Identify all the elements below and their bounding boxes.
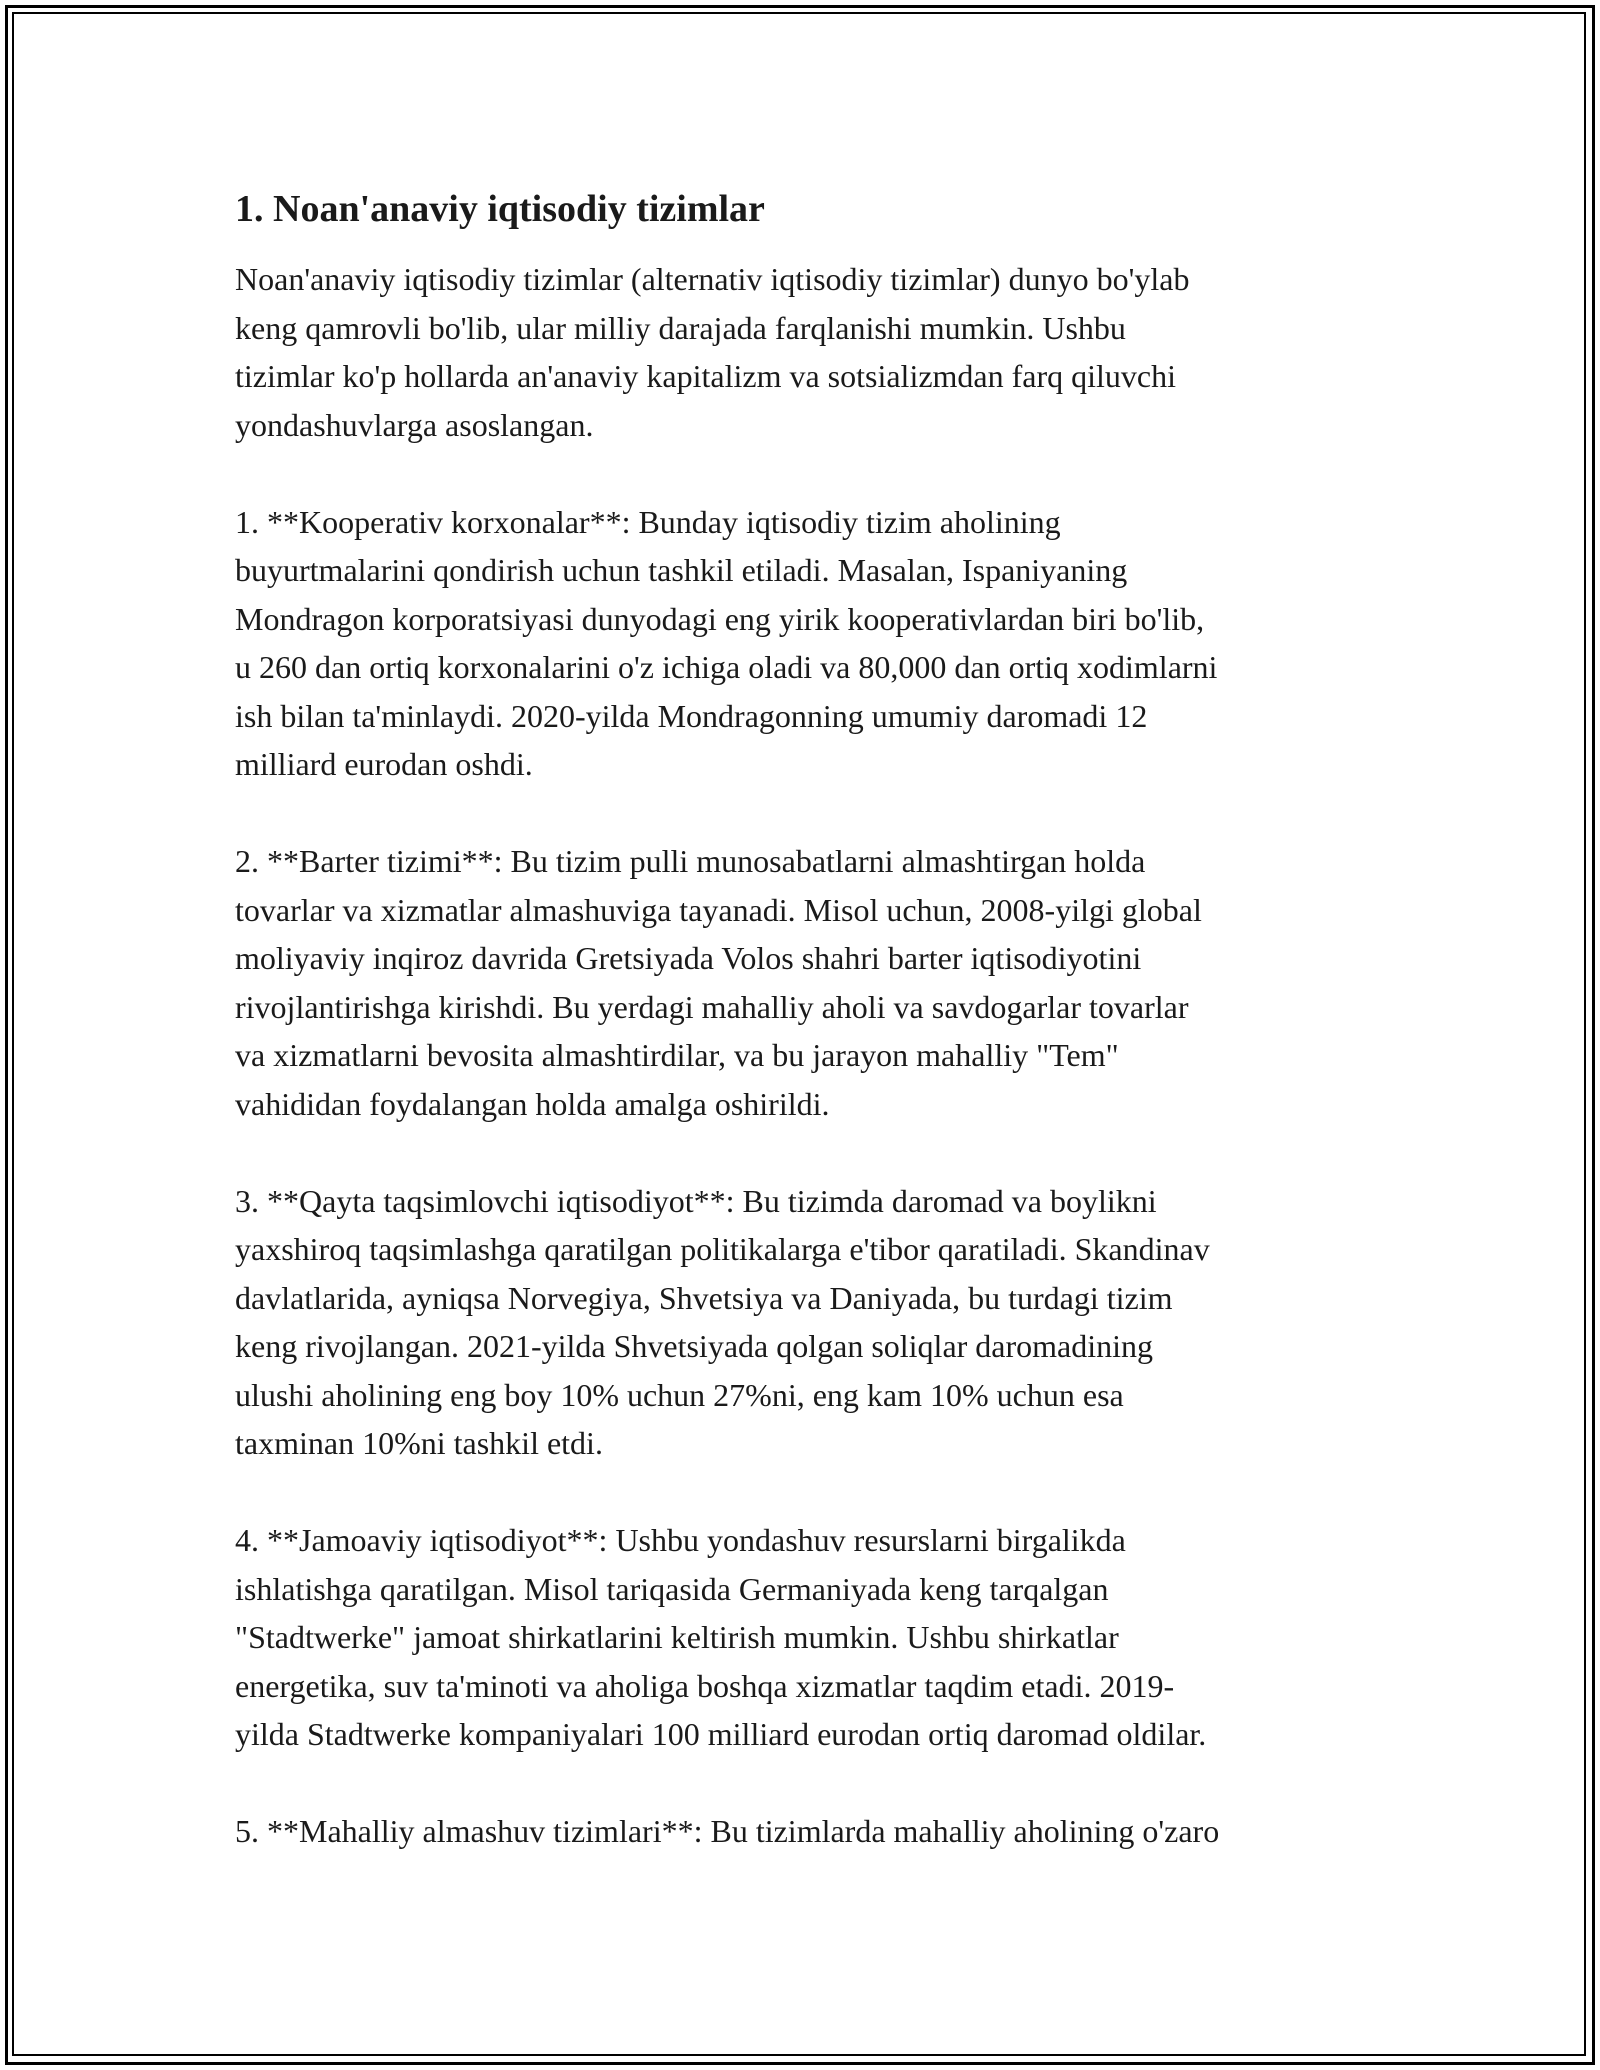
paragraph-qayta-taqsimlovchi-iqtisodiyot: 3. **Qayta taqsimlovchi iqtisodiyot**: Bu tizimda daromad va boylikni yaxshiroq taqsimlashga qaratilgan politikalarga e'tibor qaratiladi. Skandinav davlatlarida, ayniqsa Norvegiya, Shvetsiya va Daniyada, bu turdagi tizim keng rivojlangan. 2021-yilda Shvetsiyada qolgan soliqlar daromadining ulushi aholining eng boy 10% uchun 27%ni, eng kam 10% uchun esa taxminan 10%ni tashkil etdi. [235, 1182, 1210, 1461]
paragraph-barter-tizimi: 2. **Barter tizimi**: Bu tizim pulli munosabatlarni almashtirgan holda tovarlar va xizmatlar almashuviga tayanadi. Misol uchun, 2008-yilgi global moliyaviy inqiroz davrida Gretsiyada Volos shahri barter iqtisodiyotini rivojlantirishga kirishdi. Bu yerdagi mahalliy aholi va savdogarlar tovarlar va xizmatlarni bevosita almashtirdilar, va bu jarayon mahalliy "Tem" vahididan foydalangan holda amalga oshirildi. [235, 843, 1202, 1122]
intro-paragraph: Noan'anaviy iqtisodiy tizimlar (alternativ iqtisodiy tizimlar) dunyo bo'ylab keng qamrovli bo'lib, ular milliy darajada farqlanishi mumkin. Ushbu tizimlar ko'p hollarda an'anaviy kapitalizm va sotsializmdan farq qiluvchi yondashuvlarga asoslangan. [235, 261, 1190, 443]
paragraph-kooperativ-korxonalar: 1. **Kooperativ korxonalar**: Bunday iqtisodiy tizim aholining buyurtmalarini qondirish uchun tashkil etiladi. Masalan, Ispaniyaning Mondragon korporatsiyasi dunyodagi eng yirik kooperativlardan biri bo'lib, u 260 dan ortiq korxonalarini o'z ichiga oladi va 80,000 dan ortiq xodimlarni ish bilan ta'minlaydi. 2020-yilda Mondragonning umumiy daromadi 12 milliard eurodan oshdi. [235, 503, 1218, 782]
paragraph-jamoaviy-iqtisodiyot: 4. **Jamoaviy iqtisodiyot**: Ushbu yondashuv resurslarni birgalikda ishlatishga qaratilgan. Misol tariqasida Germaniyada keng tarqalgan "Stadtwerke" jamoat shirkatlarini keltirish mumkin. Ushbu shirkatlar energetika, suv ta'minoti va aholiga boshqa xizmatlar taqdim etadi. 2019- yilda Stadtwerke kompaniyalari 100 milliard eurodan ortiq daromad oldilar. [235, 1522, 1207, 1752]
document-title: 1. Noan'anaviy iqtisodiy tizimlar [235, 188, 765, 230]
paragraph-mahalliy-almashuv-tizimlari: 5. **Mahalliy almashuv tizimlari**: Bu tizimlarda mahalliy aholining o'zaro [235, 1813, 1220, 1849]
document-page [235, 185, 1385, 1904]
